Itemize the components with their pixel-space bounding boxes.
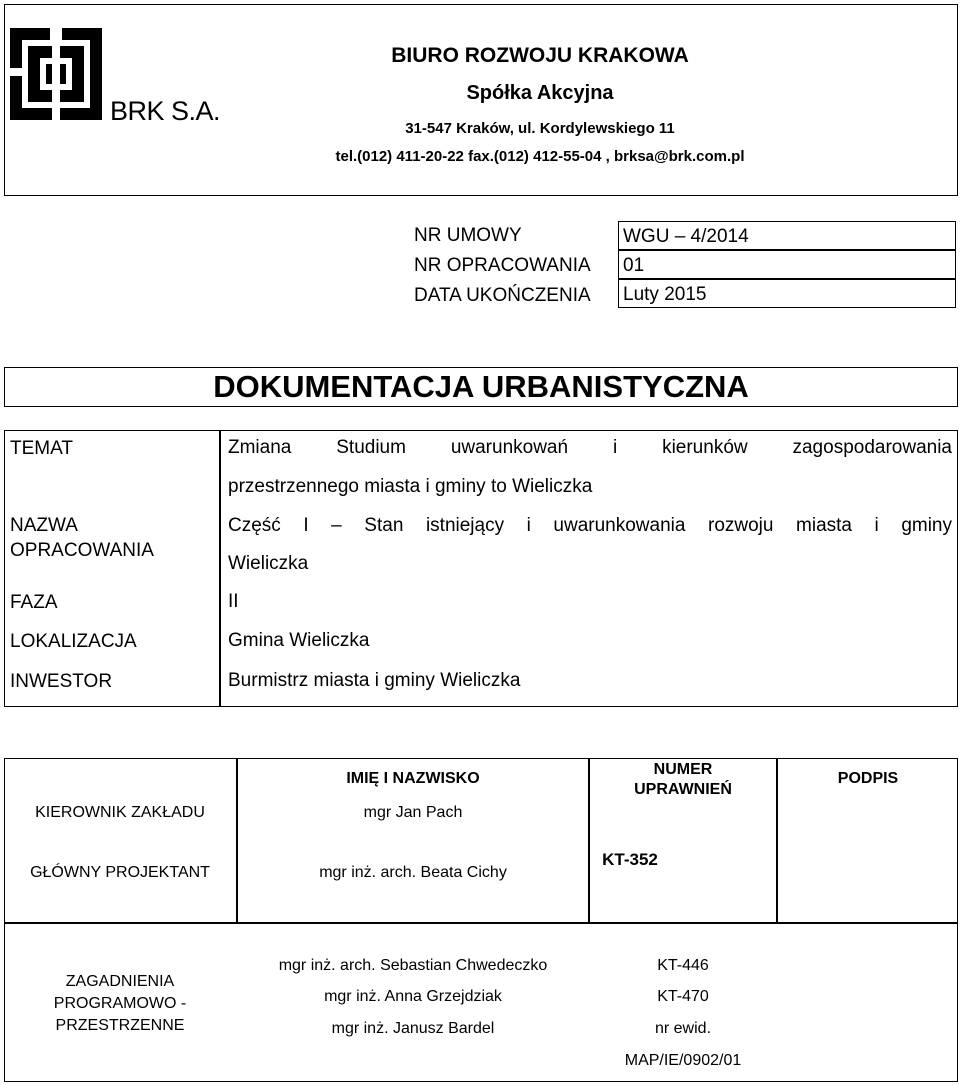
investor-value: Burmistrz miasta i gminy Wieliczka [228, 670, 521, 691]
contract-number-value: WGU – 4/2014 [618, 221, 956, 250]
company-logo [10, 28, 102, 120]
name-zagadnienia-1: mgr inż. arch. Sebastian Chwedeczko [278, 957, 548, 974]
license-zagadnienia-2: KT-470 [657, 988, 709, 1005]
info-table-divider [219, 430, 221, 707]
completion-date-label: DATA UKOŃCZENIA [414, 285, 591, 306]
contract-number-label: NR UMOWY [414, 225, 522, 246]
topic-label: TEMAT [10, 438, 73, 459]
role-zagadnienia-2: PROGRAMOWO - [53, 995, 187, 1012]
topic-line-2: przestrzennego miasta i gminy to Wieliczka [228, 476, 593, 497]
document-title: DOKUMENTACJA URBANISTYCZNA [4, 367, 958, 407]
study-name-line-2: Wieliczka [228, 553, 309, 574]
study-name-line-1: Część I – Stan istniejący i uwarunkowania rozwoju miasta i gminy [228, 515, 952, 536]
role-zagadnienia-3: PRZESTRZENNE [55, 1017, 185, 1034]
study-name-label-1: NAZWA [10, 515, 78, 536]
company-name: BIURO ROZWOJU KRAKOWA [391, 44, 689, 67]
phase-label: FAZA [10, 592, 58, 613]
license-zagadnienia-3: nr ewid. [654, 1020, 712, 1037]
name-projektant: mgr inż. arch. Beata Cichy [319, 864, 507, 881]
license-zagadnienia-1: KT-446 [657, 957, 709, 974]
role-zagadnienia-1: ZAGADNIENIA [65, 973, 175, 990]
completion-date-value: Luty 2015 [618, 279, 956, 308]
name-zagadnienia-2: mgr inż. Anna Grzejdziak [324, 988, 502, 1005]
study-number-value: 01 [618, 250, 956, 279]
location-value: Gmina Wieliczka [228, 630, 370, 651]
header-signature: PODPIS [837, 770, 899, 787]
license-zagadnienia-4: MAP/IE/0902/01 [624, 1052, 742, 1069]
header-name: IMIĘ I NAZWISKO [346, 770, 480, 787]
logo-text: BRK S.A. [110, 96, 221, 126]
license-projektant: KT-352 [602, 850, 658, 869]
role-kierownik: KIEROWNIK ZAKŁADU [35, 804, 205, 821]
header-license-2: UPRAWNIEŃ [634, 781, 732, 798]
header-license-1: NUMER [653, 761, 713, 778]
company-address: 31-547 Kraków, ul. Kordylewskiego 11 [405, 120, 675, 137]
topic-line-1: Zmiana Studium uwarunkowań i kierunków zagospodarowania [228, 437, 952, 458]
study-number-label: NR OPRACOWANIA [414, 255, 591, 276]
team-row-line-1 [4, 922, 958, 924]
phase-value: II [228, 591, 239, 612]
name-zagadnienia-3: mgr inż. Janusz Bardel [331, 1020, 495, 1037]
role-projektant: GŁÓWNY PROJEKTANT [30, 864, 210, 881]
name-kierownik: mgr Jan Pach [363, 804, 463, 821]
company-contact: tel.(012) 411-20-22 fax.(012) 412-55-04 , brksa@brk.com.pl [335, 148, 745, 165]
company-form: Spółka Akcyjna [466, 82, 614, 104]
location-label: LOKALIZACJA [10, 631, 137, 652]
investor-label: INWESTOR [10, 671, 113, 692]
study-name-label-2: OPRACOWANIA [10, 540, 154, 561]
